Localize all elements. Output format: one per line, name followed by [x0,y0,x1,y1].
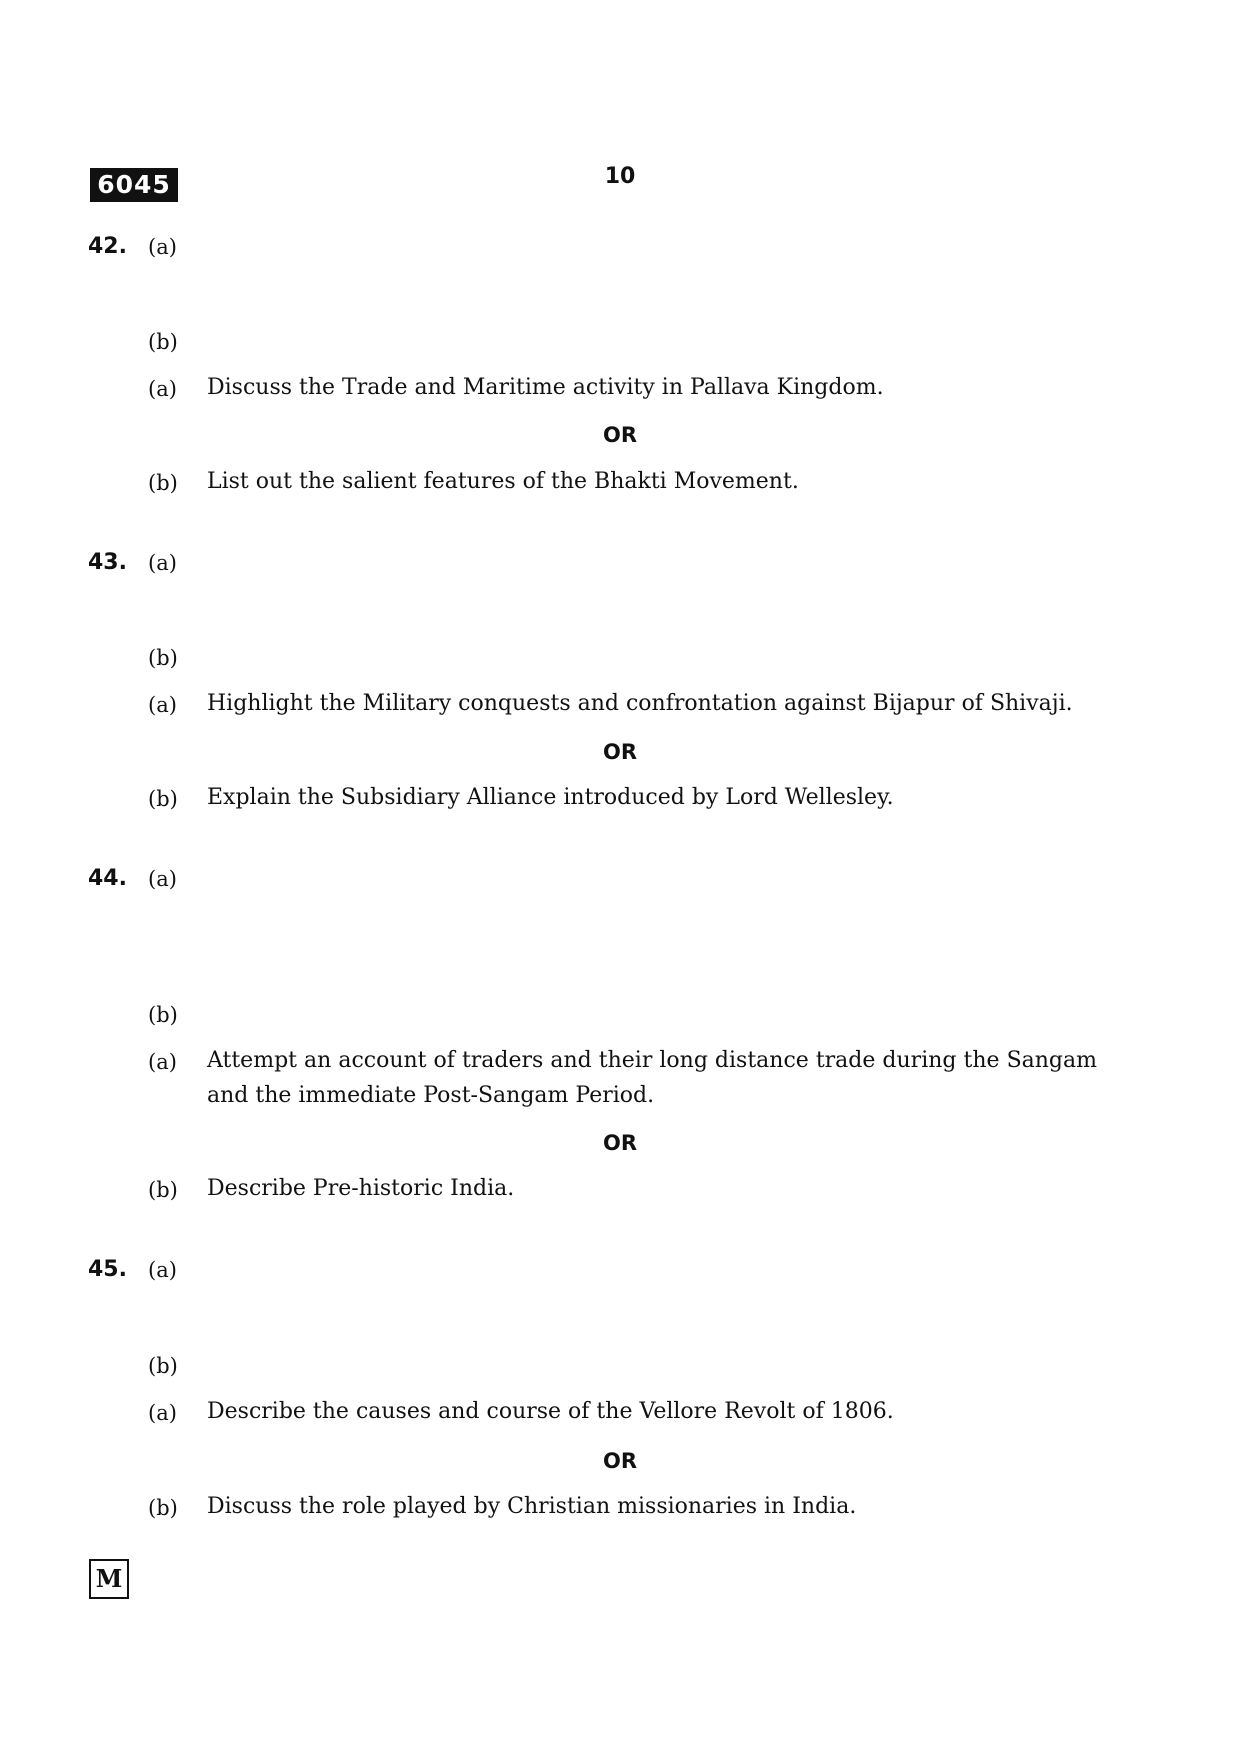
option-label: (b) [148,471,178,495]
question-text-english: Attempt an account of traders and their long distance trade during the Sangam and the immediate Post-Sangam Period. [207,1048,1097,1108]
paper-code-badge: 6045 [90,168,178,202]
option-label: (b) [148,330,178,354]
question-text-english: Explain the Subsidiary Alliance introduced by Lord Wellesley. [207,785,894,810]
option-label: (a) [148,1401,177,1425]
question-text-english: Discuss the Trade and Maritime activity in Pallava Kingdom. [207,375,884,400]
option-label: (b) [148,646,178,670]
option-label: (a) [148,551,177,575]
page-number: 10 [604,164,636,189]
option-label: (a) [148,235,177,259]
question-text-english: List out the salient features of the Bhakti Movement. [207,469,799,494]
question-number: 45. [88,1257,127,1282]
option-label: (a) [148,693,177,717]
option-label: (b) [148,1003,178,1027]
question-text-english: Highlight the Military conquests and confrontation against Bijapur of Shivaji. [207,691,1073,716]
option-label: (a) [148,1050,177,1074]
option-label: (b) [148,1354,178,1378]
question-text-english: Discuss the role played by Christian missionaries in India. [207,1494,857,1519]
or-separator: OR [602,423,638,447]
or-separator: OR [602,1449,638,1473]
medium-mark-box: M [89,1559,129,1599]
question-number: 44. [88,866,127,891]
or-separator: OR [602,740,638,764]
option-label: (a) [148,867,177,891]
option-label: (b) [148,787,178,811]
option-label: (a) [148,1258,177,1282]
question-number: 42. [88,234,127,259]
option-label: (a) [148,377,177,401]
option-label: (b) [148,1178,178,1202]
question-text-english: Describe Pre-historic India. [207,1176,515,1201]
or-separator: OR [602,1131,638,1155]
question-text-english: Describe the causes and course of the Vellore Revolt of 1806. [207,1399,894,1424]
option-label: (b) [148,1496,178,1520]
question-number: 43. [88,550,127,575]
